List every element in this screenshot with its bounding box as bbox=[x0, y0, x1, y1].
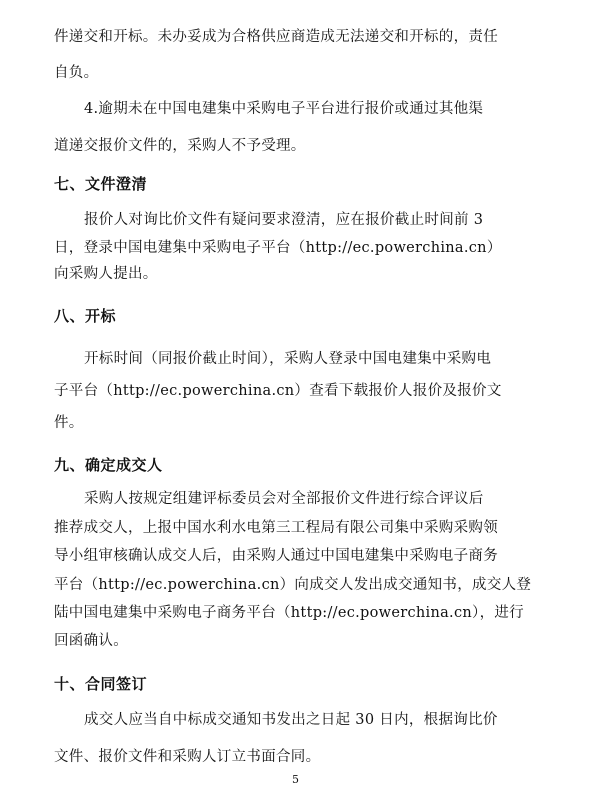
section-heading-9: 九、确定成交人 bbox=[54, 456, 163, 474]
paragraph-line: 向采购人提出。 bbox=[54, 266, 158, 282]
paragraph-line: 子平台（http://ec.powerchina.cn）查看下载报价人报价及报价文 bbox=[54, 383, 502, 399]
paragraph-line: 陆中国电建集中采购电子商务平台（http://ec.powerchina.cn），进行 bbox=[54, 605, 524, 621]
section-heading-10: 十、合同签订 bbox=[54, 675, 148, 693]
paragraph-line: 回函确认。 bbox=[54, 633, 128, 649]
paragraph-line: 道递交报价文件的，采购人不予受理。 bbox=[54, 138, 306, 154]
paragraph-line: 成交人应当自中标成交通知书发出之日起 30 日内，根据询比价 bbox=[84, 712, 498, 728]
paragraph-line: 平台（http://ec.powerchina.cn）向成交人发出成交通知书，成交人登 bbox=[54, 577, 532, 593]
paragraph-line: 推荐成交人，上报中国水利水电第三工程局有限公司集中采购采购领 bbox=[54, 520, 498, 536]
page-number: 5 bbox=[292, 773, 299, 786]
paragraph-line: 4.逾期未在中国电建集中采购电子平台进行报价或通过其他渠 bbox=[84, 101, 484, 117]
paragraph-line: 开标时间（同报价截止时间），采购人登录中国电建集中采购电 bbox=[84, 351, 492, 367]
paragraph-line: 自负。 bbox=[54, 65, 99, 81]
paragraph-line: 导小组审核确认成交人后，由采购人通过中国电建集中采购电子商务 bbox=[54, 548, 498, 564]
paragraph-line: 件递交和开标。未办妥成为合格供应商造成无法递交和开标的，责任 bbox=[54, 29, 498, 45]
section-heading-8: 八、开标 bbox=[54, 307, 117, 325]
paragraph-line: 采购人按规定组建评标委员会对全部报价文件进行综合评议后 bbox=[84, 491, 484, 507]
paragraph-line: 件。 bbox=[54, 415, 84, 431]
section-heading-7: 七、文件澄清 bbox=[54, 175, 148, 193]
paragraph-line: 报价人对询比价文件有疑问要求澄清，应在报价截止时间前 3 bbox=[84, 212, 484, 228]
paragraph-line: 文件、报价文件和采购人订立书面合同。 bbox=[54, 749, 321, 765]
paragraph-line: 日，登录中国电建集中采购电子平台（http://ec.powerchina.cn） bbox=[54, 240, 502, 256]
